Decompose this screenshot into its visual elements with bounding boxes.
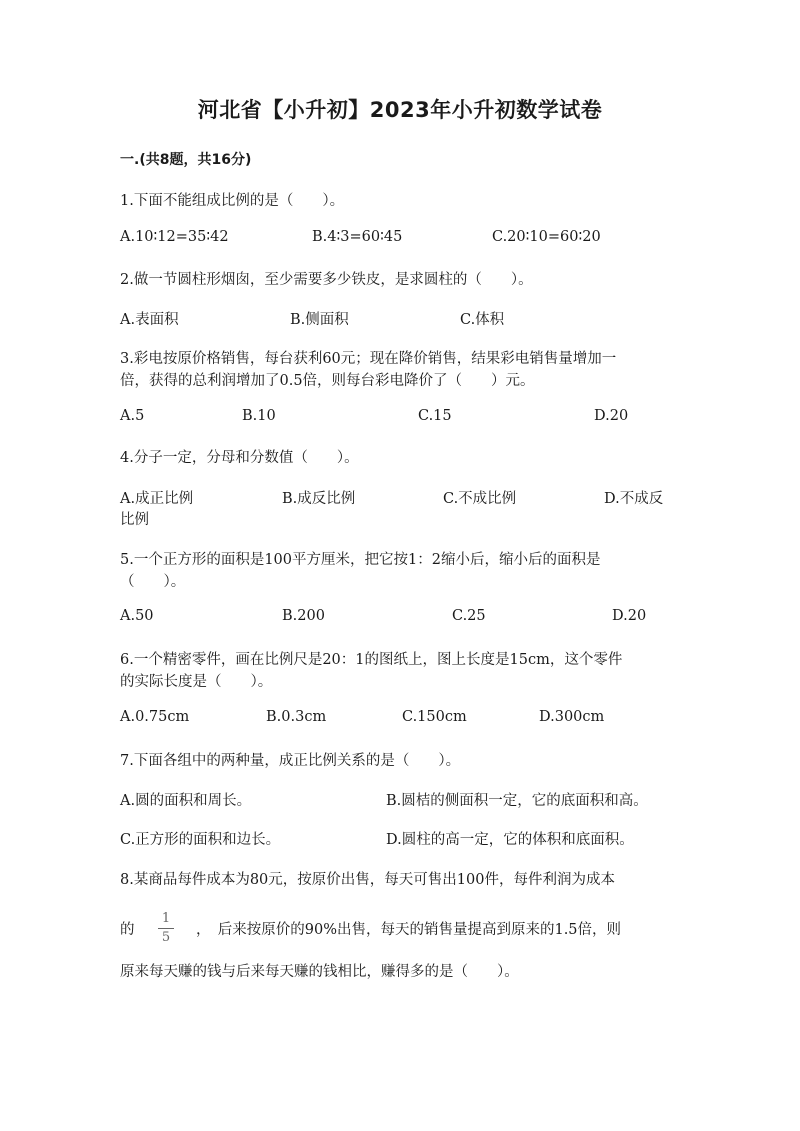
question-5-option-c: C.25 bbox=[452, 608, 486, 624]
question-2-option-a: A.表面积 bbox=[120, 312, 179, 328]
question-1-option-b: B.4∶3=60∶45 bbox=[312, 229, 403, 245]
fraction-numerator: 1 bbox=[161, 911, 171, 926]
question-6-option-c: C.150cm bbox=[402, 709, 467, 725]
question-1-option-c: C.20∶10=60∶20 bbox=[492, 229, 601, 245]
question-3-option-d: D.20 bbox=[594, 408, 629, 424]
question-7-option-d: D.圆柱的高一定，它的体积和底面积。 bbox=[386, 832, 634, 848]
question-2-option-b: B.侧面积 bbox=[290, 312, 349, 328]
question-5-stem-line-2: （ ）。 bbox=[120, 574, 186, 590]
question-3-stem-line-2: 倍，获得的总利润增加了0.5倍，则每台彩电降价了（ ）元。 bbox=[120, 373, 535, 389]
question-8-stem-line-2: ， 后来按原价的90%出售，每天的销售量提高到原来的1.5倍，则 bbox=[196, 922, 622, 938]
question-8-stem-prefix: 的 bbox=[120, 922, 135, 938]
question-5-stem-line-1: 5.一个正方形的面积是100平方厘米，把它按1：2缩小后，缩小后的面积是 bbox=[120, 552, 601, 568]
question-7-option-b: B.圆桔的侧面积一定，它的底面积和高。 bbox=[386, 793, 648, 809]
question-4-stem: 4.分子一定，分母和分数值（ ）。 bbox=[120, 450, 359, 466]
question-2-stem: 2.做一节圆柱形烟囱，至少需要多少铁皮，是求圆柱的（ ）。 bbox=[120, 272, 533, 288]
question-1-option-a: A.10∶12=35∶42 bbox=[120, 229, 229, 245]
question-8-stem-line-1: 8.某商品每件成本为80元，按原价出售，每天可售出100件，每件利润为成本 bbox=[120, 872, 615, 888]
question-3-option-c: C.15 bbox=[418, 408, 452, 424]
question-7-option-c: C.正方形的面积和边长。 bbox=[120, 832, 281, 848]
question-2-option-c: C.体积 bbox=[460, 312, 505, 328]
question-8-stem-line-3: 原来每天赚的钱与后来每天赚的钱相比，赚得多的是（ ）。 bbox=[120, 964, 519, 980]
question-7-option-a: A.圆的面积和周长。 bbox=[120, 793, 252, 809]
question-4-option-d: D.不成反 bbox=[604, 491, 664, 507]
question-1-stem: 1.下面不能组成比例的是（ ）。 bbox=[120, 193, 345, 209]
question-4-option-c: C.不成比例 bbox=[443, 491, 517, 507]
section-heading: 一.(共8题，共16分) bbox=[120, 152, 252, 168]
fraction-bar bbox=[158, 928, 174, 929]
question-5-option-d: D.20 bbox=[612, 608, 647, 624]
question-6-stem-line-2: 的实际长度是（ ）。 bbox=[120, 674, 273, 690]
question-7-stem: 7.下面各组中的两种量，成正比例关系的是（ ）。 bbox=[120, 753, 461, 769]
question-5-option-b: B.200 bbox=[282, 608, 325, 624]
fraction-denominator: 5 bbox=[161, 930, 171, 945]
question-4-option-a: A.成正比例 bbox=[120, 491, 194, 507]
question-6-stem-line-1: 6.一个精密零件，画在比例尺是20：1的图纸上，图上长度是15cm，这个零件 bbox=[120, 652, 623, 668]
page-title: 河北省【小升初】2023年小升初数学试卷 bbox=[197, 98, 603, 122]
fraction-one-fifth bbox=[158, 911, 174, 946]
question-3-option-a: A.5 bbox=[120, 408, 145, 424]
question-3-option-b: B.10 bbox=[242, 408, 276, 424]
question-6-option-b: B.0.3cm bbox=[266, 709, 327, 725]
question-6-option-d: D.300cm bbox=[539, 709, 605, 725]
question-4-option-d-wrap: 比例 bbox=[120, 512, 149, 528]
question-4-option-b: B.成反比例 bbox=[282, 491, 356, 507]
question-5-option-a: A.50 bbox=[120, 608, 154, 624]
question-6-option-a: A.0.75cm bbox=[120, 709, 190, 725]
question-3-stem-line-1: 3.彩电按原价格销售，每台获利60元；现在降价销售，结果彩电销售量增加一 bbox=[120, 351, 617, 367]
